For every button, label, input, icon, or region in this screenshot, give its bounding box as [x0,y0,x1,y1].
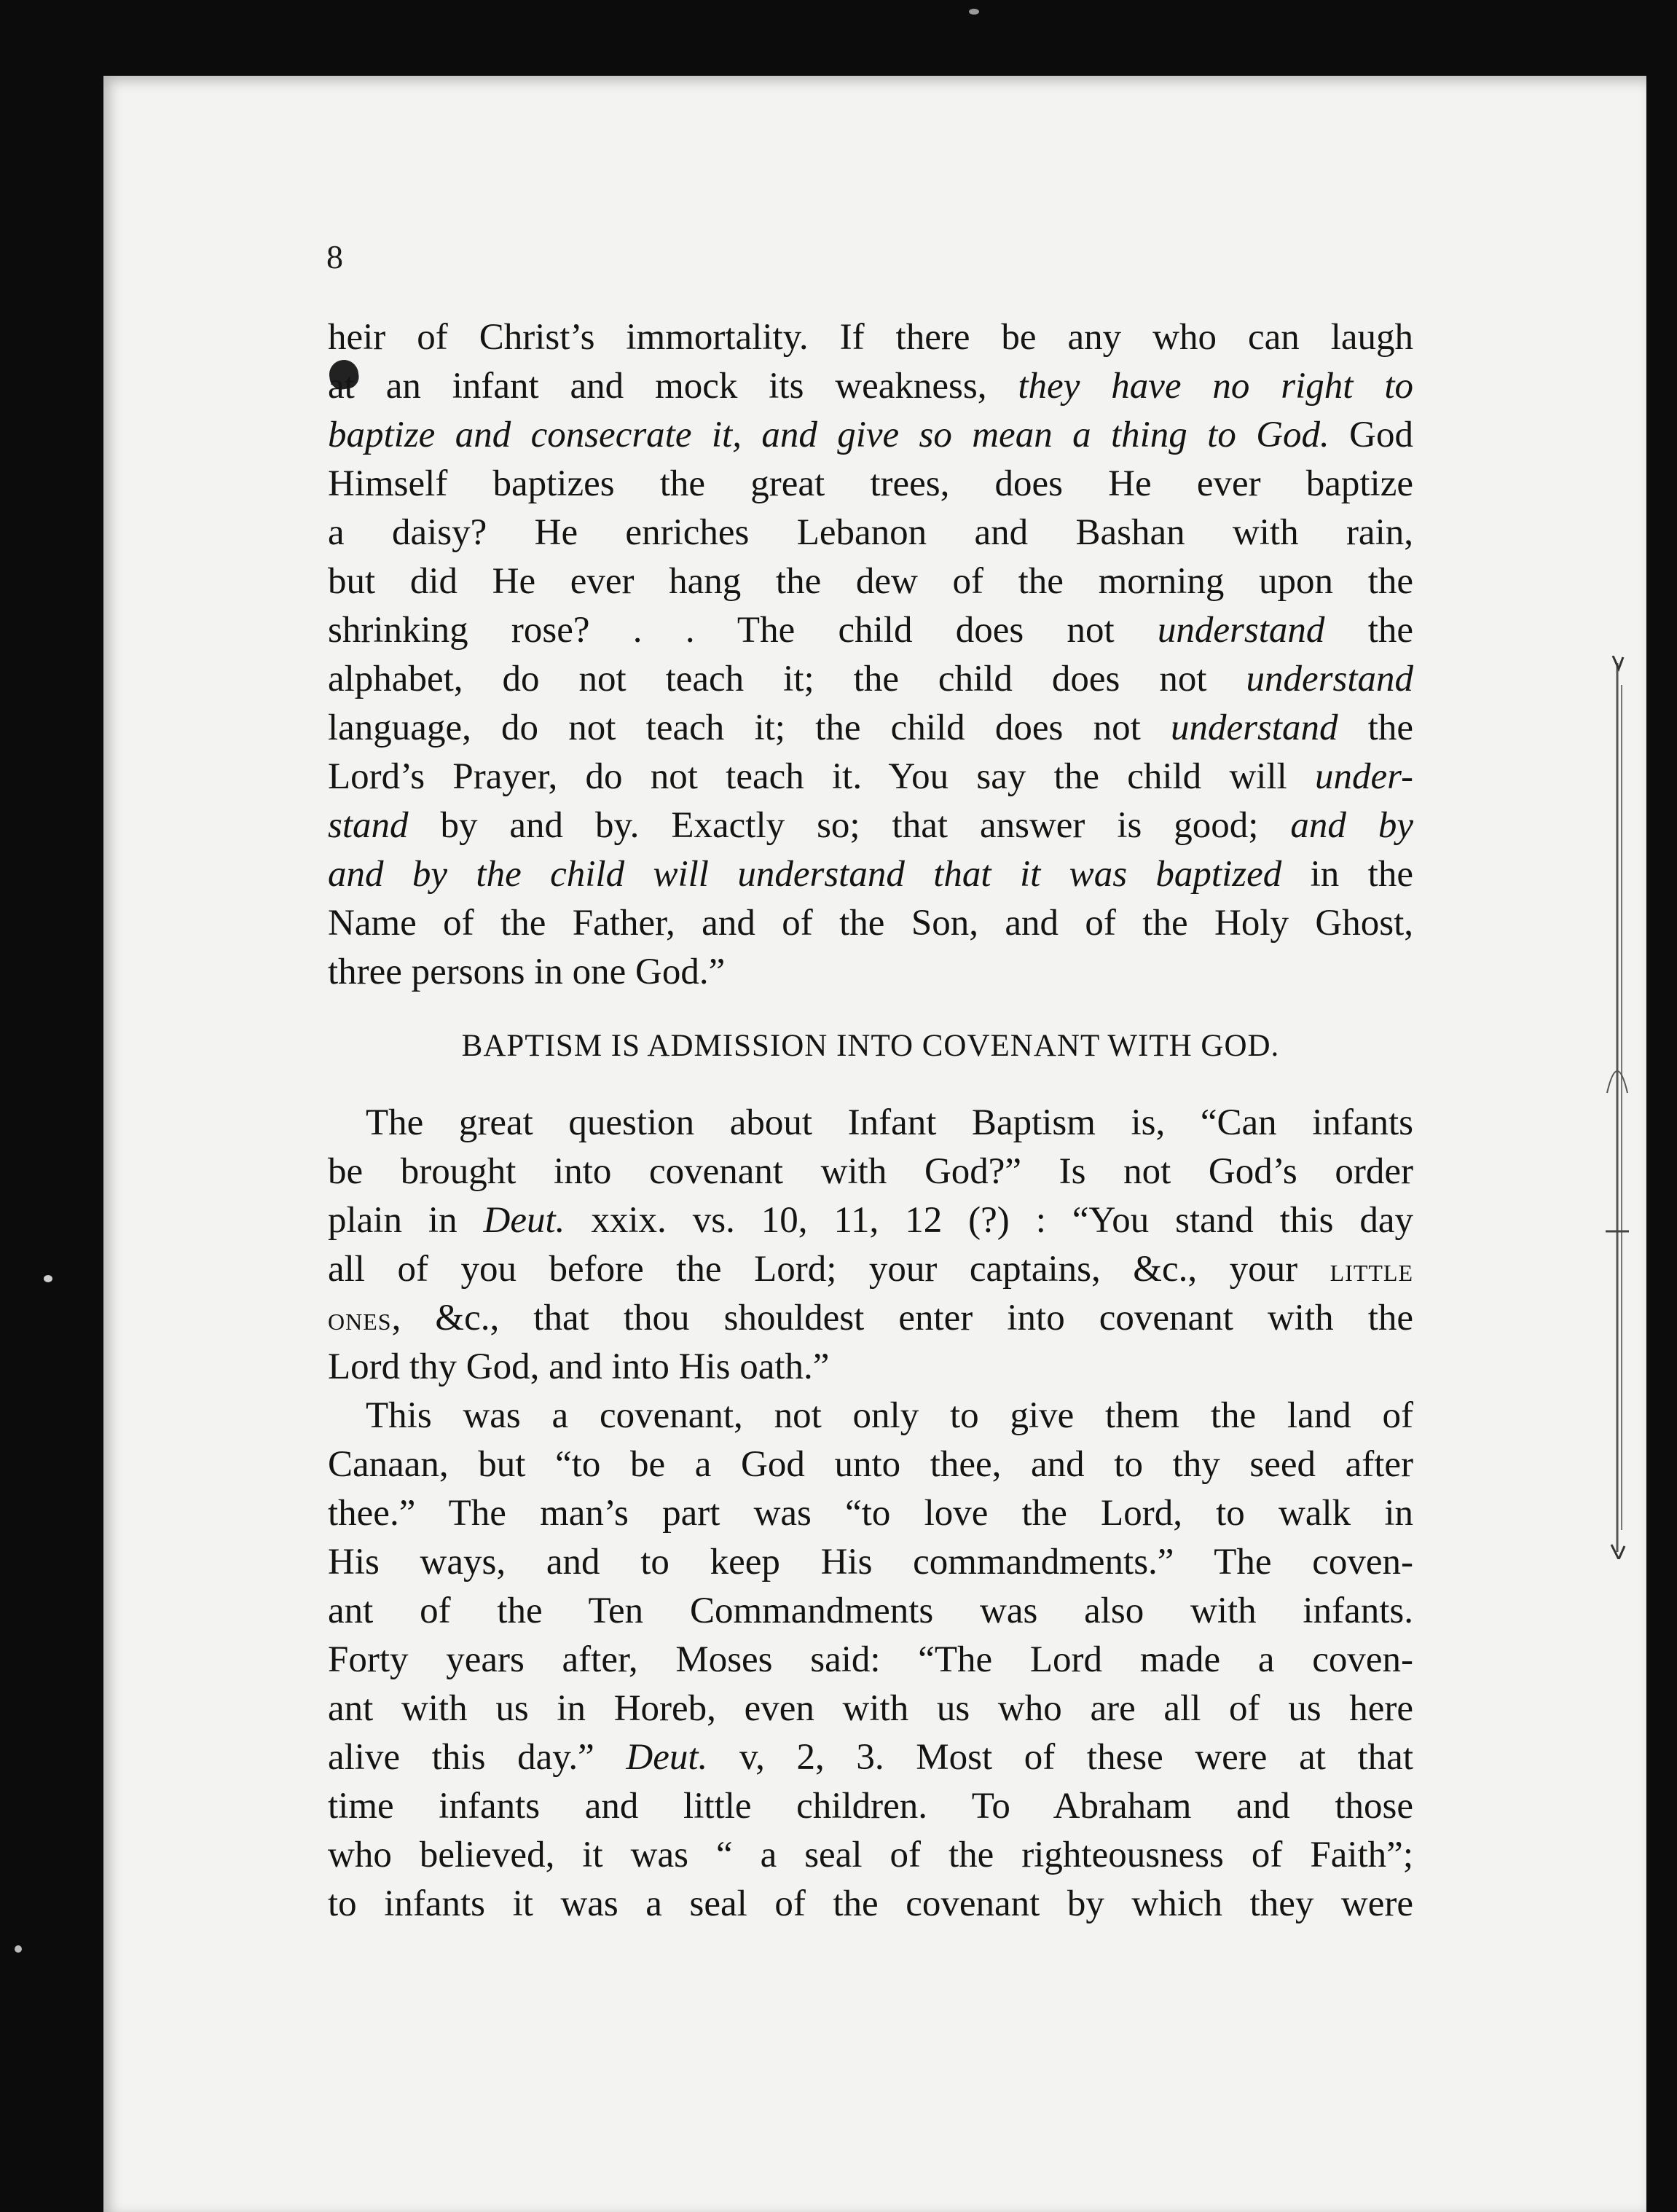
italic-run: and by [1290,805,1414,846]
text-line: His ways, and to keep His commandments.” The coven- [328,1542,1413,1582]
italic-run: baptize and consecrate it, and give so mean a thing to God. [328,415,1330,455]
text-line [328,606,1413,655]
text-line: heir of Christ’s immortality. If there be any who can laugh [328,317,1413,358]
italic-run: under- [1315,756,1413,797]
text-line: ant of the Ten Commandments was also with infants. [328,1591,1413,1631]
text-run: God [1329,415,1413,455]
text-line: but did He ever hang the dew of the morning upon the [328,561,1413,602]
italic-run: they have no right to [1018,366,1413,407]
italic-run: and by the child will understand that it was baptized [328,854,1282,895]
text-line: time infants and little children. To Abraham and those [328,1786,1413,1827]
text-run: , &c., that thou shouldest enter into covenant with the [391,1298,1413,1338]
text-line: be brought into covenant with God?” Is not God’s order [328,1151,1413,1192]
text-line: Canaan, but “to be a God unto thee, and to thy seed after [328,1444,1413,1485]
text-line [328,1733,1413,1782]
margin-bracket-mark [1603,656,1632,1559]
text-run: language, do not teach it; the child does not [328,707,1171,748]
text-line [328,362,1413,411]
text-line [328,411,1413,460]
text-run: xxix. vs. 10, 11, 12 (?) : “You stand this day [565,1200,1413,1241]
italic-run: stand [328,805,409,846]
text-run: in the [1281,854,1413,895]
text-run: Lord’s Prayer, do not teach it. You say the child will [328,756,1316,797]
text-line: to infants it was a seal of the covenant by which they were [328,1883,1413,1924]
text-run: shrinking rose? . . The child does not [328,610,1158,651]
italic-run: Deut. [626,1737,708,1778]
text-line: three persons in one God.” [328,952,726,992]
text-run: all of you before the Lord; your captains, &c., your [328,1249,1330,1290]
smallcaps-run: little [1330,1251,1413,1288]
italic-run: understand [1157,610,1325,651]
text-line: Himself baptizes the great trees, does He ever baptize [328,463,1413,504]
text-line: Name of the Father, and of the Son, and of the Holy Ghost, [328,903,1413,944]
text-run: at an infant and mock its weakness, [328,366,1018,407]
text-line: a daisy? He enriches Lebanon and Bashan with rain, [328,512,1413,553]
text-line: Forty years after, Moses said: “The Lord made a coven- [328,1639,1413,1680]
text-line: thee.” The man’s part was “to love the Lord, to walk in [328,1493,1413,1534]
text-line [328,753,1413,801]
text-run: alive this day.” [328,1737,627,1778]
text-line: who believed, it was “ a seal of the righteousness of Faith”; [328,1835,1413,1875]
text-line: The great question about Infant Baptism is, “Can infants [366,1102,1413,1143]
text-line [328,801,1413,850]
page-number: 8 [326,238,343,275]
dust-speck [44,1275,52,1282]
text-run: the [1324,610,1413,651]
text-line: This was a covenant, not only to give them the land of [366,1395,1413,1436]
text-run: alphabet, do not teach it; the child does not [328,659,1246,699]
page-body [328,313,1413,1929]
text-line [328,850,1413,899]
text-line: ant with us in Horeb, even with us who are all of us here [328,1688,1413,1729]
text-line [328,655,1413,704]
dust-speck [15,1945,22,1953]
text-line [328,1196,1413,1245]
text-run: v, 2, 3. Most of these were at that [707,1737,1413,1778]
section-heading: BAPTISM IS ADMISSION INTO COVENANT WITH GOD. [461,1029,1280,1063]
italic-run: Deut. [483,1200,565,1241]
text-line: Lord thy God, and into His oath.” [328,1346,830,1387]
text-line [328,1245,1413,1294]
text-run: plain in [328,1200,484,1241]
italic-run: understand [1246,659,1413,699]
smallcaps-run: ones [328,1300,392,1337]
italic-run: understand [1170,707,1338,748]
text-line [328,1294,1413,1343]
text-run: by and by. Exactly so; that answer is good; [408,805,1291,846]
text-run: the [1338,707,1413,748]
dust-speck [969,9,979,15]
text-line [328,704,1413,753]
